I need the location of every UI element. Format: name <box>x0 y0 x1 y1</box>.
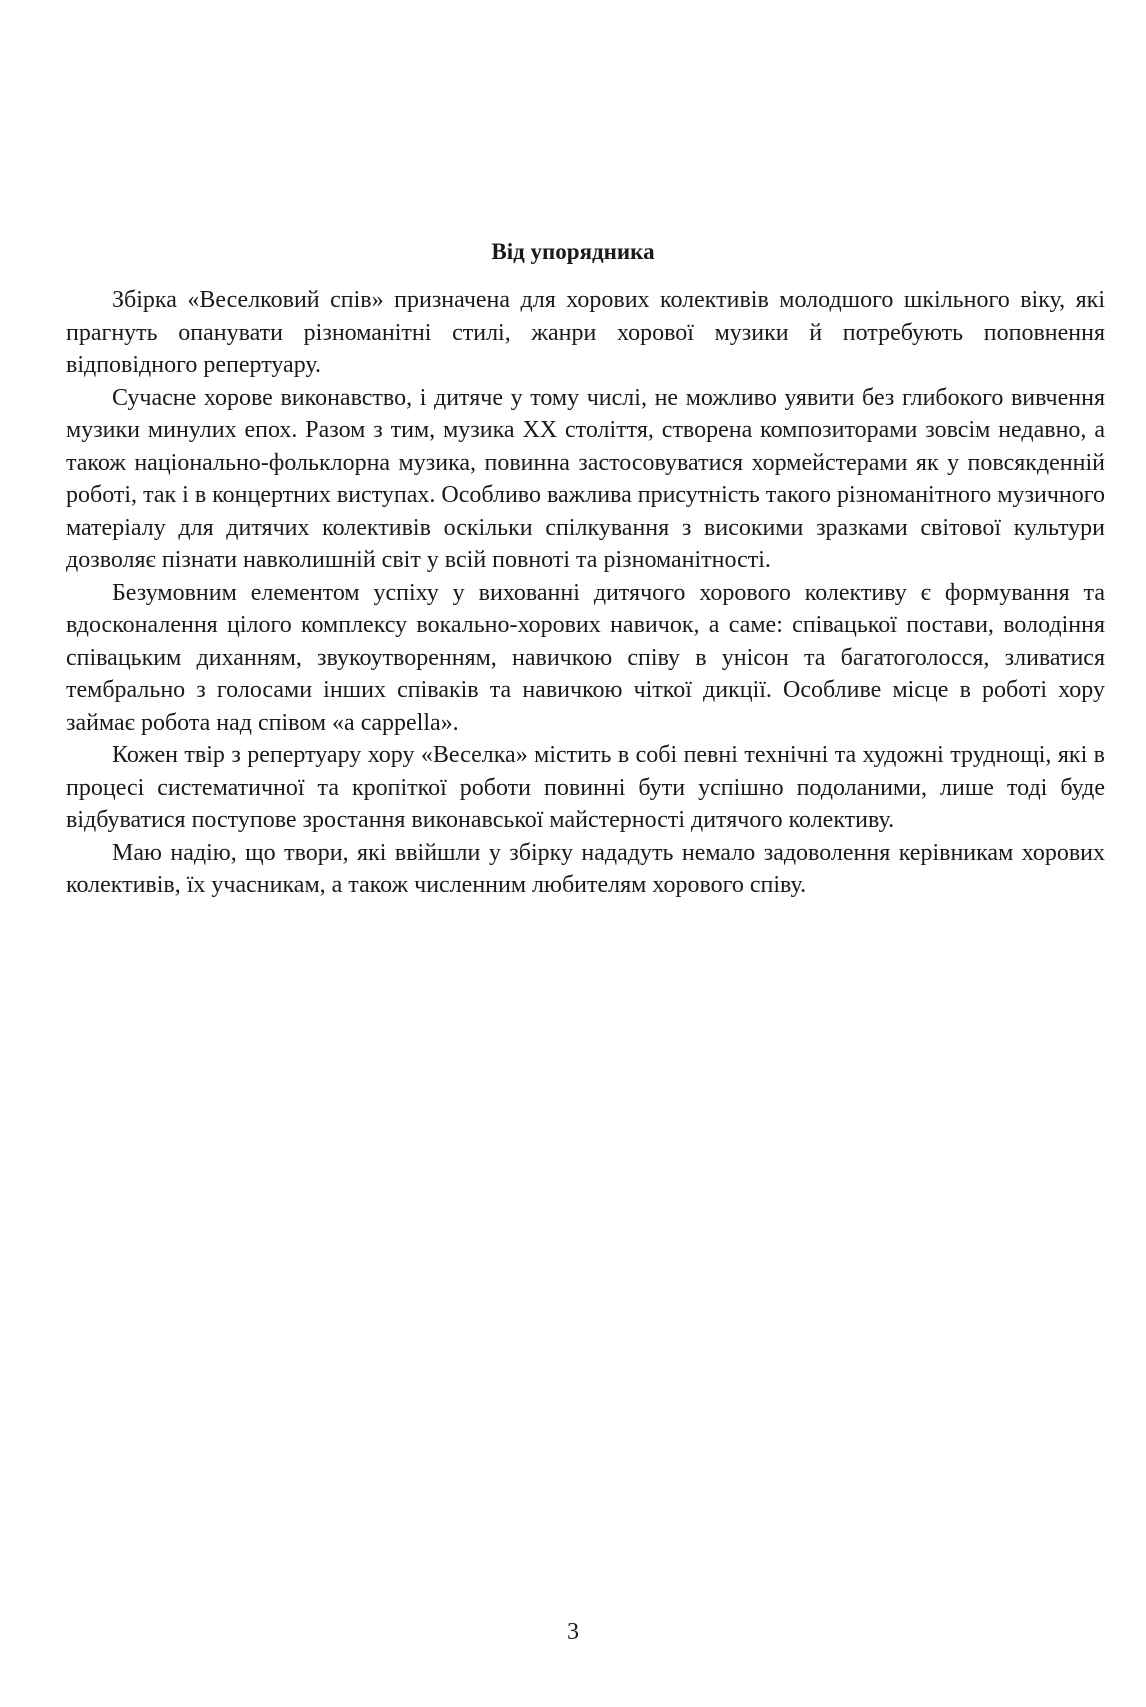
page-title: Від упорядника <box>491 239 655 265</box>
body-text <box>66 284 1105 902</box>
paragraph: Безумовним елементом успіху у вихованні дитячого хорового колективу є формування та вдосконалення цілого комплексу вокально-хорових навичок, а саме: співацької постави, володіння співацьким диханням, звукоутворенням, навичкою співу в унісон та багатоголосся, зливатися тембрально з голосами інших співаків та навичкою чіткої дикції. Особливе місце в роботі хору займає робота над співом «a cappella». <box>66 579 1105 736</box>
paragraph: Маю надію, що твори, які ввійшли у збірку нададуть немало задоволення керівникам хорових колективів, їх учасникам, а також численним любителям хорового співу. <box>66 839 1105 898</box>
page-number: 3 <box>567 1619 579 1645</box>
paragraph: Збірка «Веселковий спів» призначена для хорових колективів молодшого шкільного віку, які прагнуть опанувати різноманітні стилі, жанри хорової музики й потребують поповнення відповідного репертуару. <box>66 287 1105 378</box>
paragraph: Сучасне хорове виконавство, і дитяче у тому числі, не можливо уявити без глибокого вивчення музики минулих епох. Разом з тим, музика XX століття, створена композиторами зовсім недавно, а також національно-фольклорна музика, повинна застосовуватися хормейстерами як у повсякденній роботі, так і в концертних виступах. Особливо важлива присутність такого різноманітного музичного матеріалу для дитячих колективів оскільки спілкування з високими зразками світової культури дозволяє пізнати навколишній світ у всій повноті та різноманітності. <box>66 384 1105 573</box>
paragraph: Кожен твір з репертуару хору «Веселка» містить в собі певні технічні та художні труднощі, які в процесі систематичної та кропіткої роботи повинні бути успішно подоланими, лише тоді буде відбуватися поступове зростання виконавської майстерності дитячого колективу. <box>66 742 1105 833</box>
